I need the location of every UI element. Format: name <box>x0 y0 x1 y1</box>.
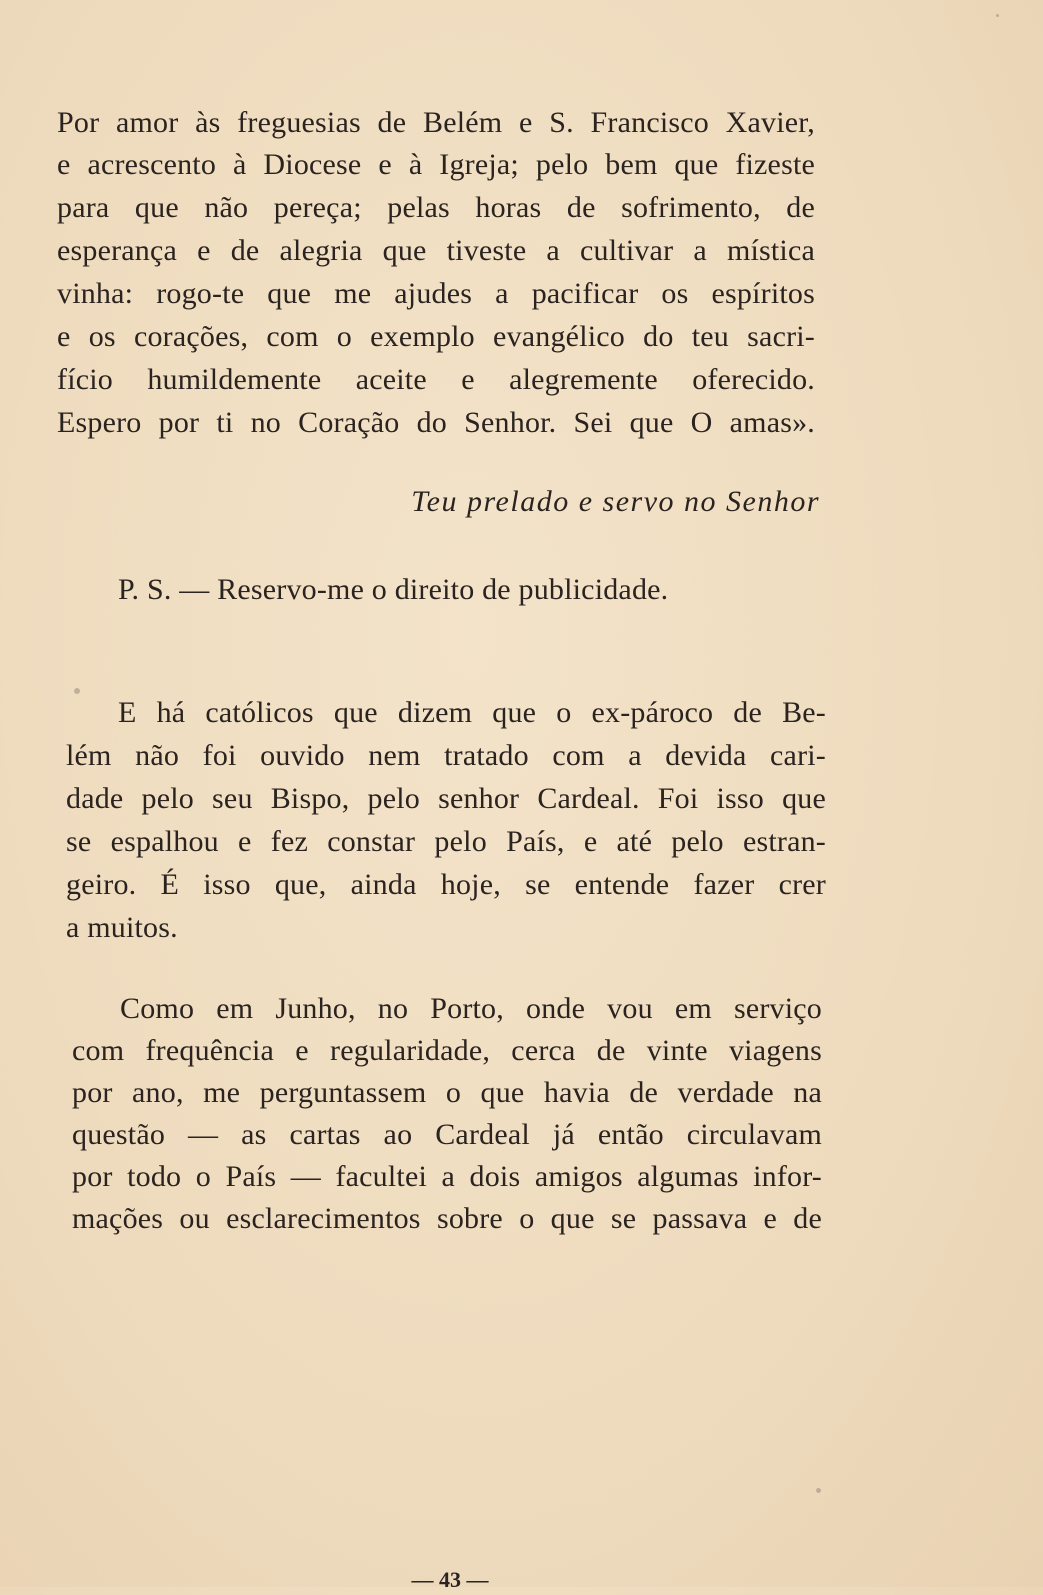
text-line: questão — as cartas ao Cardeal já então circulavam <box>72 1118 822 1151</box>
text-line: lém não foi ouvido nem tratado com a devida cari- <box>66 739 826 772</box>
text-line: Por amor às freguesias de Belém e S. Francisco Xavier, <box>57 106 815 139</box>
text-line: a muitos. <box>66 911 178 944</box>
text-line: por ano, me perguntassem o que havia de verdade na <box>72 1076 822 1109</box>
text-line: e acrescento à Diocese e à Igreja; pelo bem que fizeste <box>57 148 815 181</box>
paper-speck <box>996 14 999 17</box>
page-number: — 43 — <box>411 1567 489 1592</box>
text-line: fício humildemente aceite e alegremente oferecido. <box>57 363 815 396</box>
text-line: por todo o País — facultei a dois amigos algumas infor- <box>72 1160 822 1193</box>
postscript: P. S. — Reservo-me o direito de publicidade. <box>118 573 669 606</box>
text-line: com frequência e regularidade, cerca de vinte viagens <box>72 1034 822 1067</box>
text-line: dade pelo seu Bispo, pelo senhor Cardeal. Foi isso que <box>66 782 826 815</box>
letter-signature: Teu prelado e servo no Senhor <box>411 485 820 518</box>
text-line: E há católicos que dizem que o ex-pároco de Be- <box>118 696 826 729</box>
text-line: geiro. É isso que, ainda hoje, se entende fazer crer <box>66 868 826 901</box>
text-line: esperança e de alegria que tiveste a cultivar a mística <box>57 234 815 267</box>
text-line: se espalhou e fez constar pelo País, e até pelo estran- <box>66 825 826 858</box>
text-line: Como em Junho, no Porto, onde vou em serviço <box>120 992 822 1025</box>
paper-speck <box>74 688 80 694</box>
paper-speck <box>816 1488 821 1493</box>
text-line: Espero por ti no Coração do Senhor. Sei que O amas». <box>57 406 815 439</box>
text-line: vinha: rogo-te que me ajudes a pacificar os espíritos <box>57 277 815 310</box>
text-line: para que não pereça; pelas horas de sofrimento, de <box>57 191 815 224</box>
text-line: e os corações, com o exemplo evangélico do teu sacri- <box>57 320 815 353</box>
text-line: mações ou esclarecimentos sobre o que se passava e de <box>72 1202 822 1235</box>
